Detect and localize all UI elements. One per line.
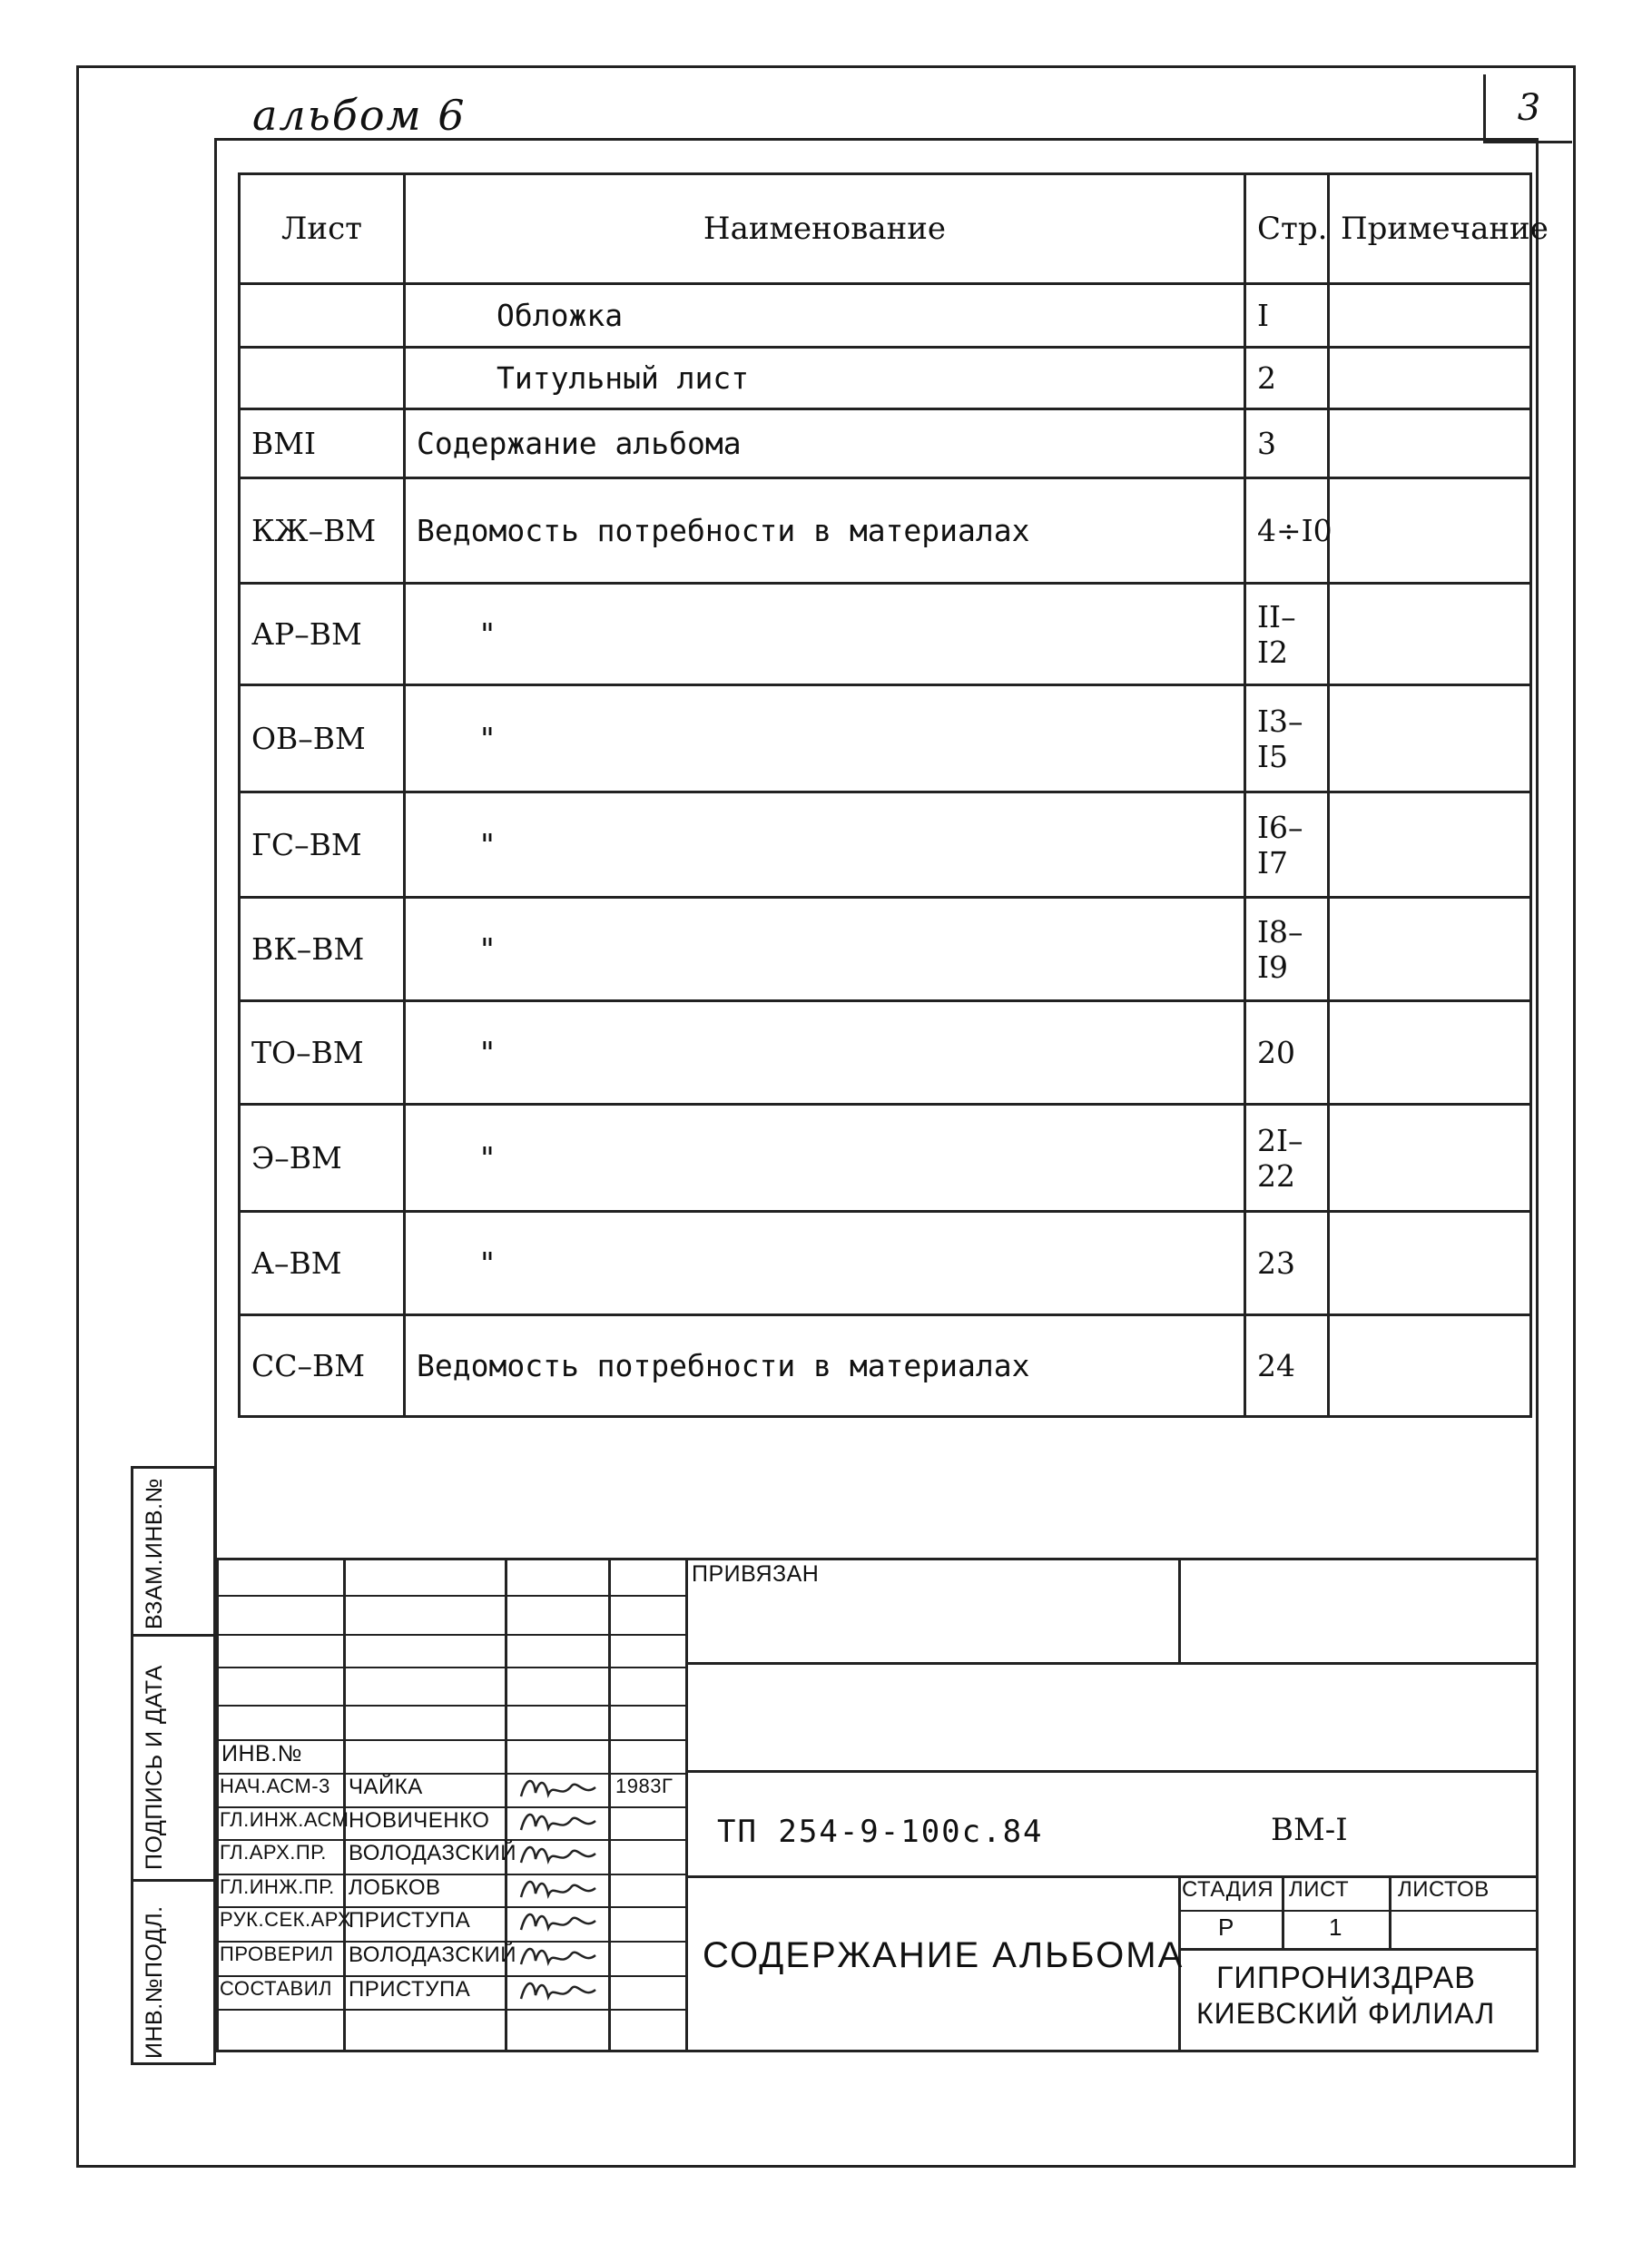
row-name: " [405,1105,1245,1212]
row-note [1329,1315,1531,1417]
row-page: I8–I9 [1245,898,1329,1001]
attached-label: ПРИВЯЗАН [692,1561,820,1587]
page-number: 3 [1483,74,1572,143]
table-row [240,284,1531,348]
row-sheet-code: АР–ВМ [240,584,405,685]
row-note [1329,348,1531,409]
signatory-name: ПРИСТУПА [349,1977,471,2002]
row-name: Содержание альбома [405,409,1245,478]
row-page: 2 [1245,348,1329,409]
sheet-code: ВМ-I [1271,1812,1348,1848]
signatory-name: ВОЛОДАЗСКИЙ [349,1943,517,1967]
album-label: альбом 6 [252,91,467,140]
organization-line1: ГИПРОНИЗДРАВ [1216,1961,1476,1995]
row-note [1329,685,1531,792]
row-name: " [405,685,1245,792]
signatory-name: ЧАЙКА [349,1775,423,1799]
table-row [240,1105,1531,1212]
row-name: " [405,1001,1245,1105]
table-row [240,792,1531,898]
signatory-date: 1983Г [615,1775,674,1797]
row-note [1329,1212,1531,1315]
row-note [1329,898,1531,1001]
table-row [240,1001,1531,1105]
signature-icon [517,1773,599,1804]
table-row [240,478,1531,584]
row-name: Ведомость потребности в материалах [405,478,1245,584]
row-sheet-code: ВК–ВМ [240,898,405,1001]
replaces-label: ВЗАМ.ИНВ.№ [142,1478,167,1629]
table-row [240,409,1531,478]
row-page: 20 [1245,1001,1329,1105]
row-note [1329,792,1531,898]
signatory-role: ГЛ.АРХ.ПР. [220,1841,327,1864]
signature-icon [517,1874,599,1904]
row-note [1329,284,1531,348]
row-name: " [405,898,1245,1001]
col-header-name: Наименование [405,174,1245,284]
stage-value: Р [1218,1914,1234,1941]
row-note [1329,478,1531,584]
col-header-sheet: Лист [240,174,405,284]
inventory-label: ИНВ.№ПОДЛ. [142,1905,167,2059]
row-page: 2I–22 [1245,1105,1329,1212]
row-sheet-code: ОВ–ВМ [240,685,405,792]
row-sheet-code: Э–ВМ [240,1105,405,1212]
sheet-value: 1 [1329,1914,1342,1941]
row-page: I6–I7 [1245,792,1329,898]
row-sheet-code: КЖ–ВМ [240,478,405,584]
signature-icon [517,1975,599,2006]
row-page: II–I2 [1245,584,1329,685]
row-note [1329,409,1531,478]
table-row [240,1212,1531,1315]
row-name: Титульный лист [405,348,1245,409]
signatory-name: ПРИСТУПА [349,1908,471,1933]
row-sheet-code [240,348,405,409]
row-page: 24 [1245,1315,1329,1417]
inventory-number-label: ИНВ.№ [221,1741,302,1766]
signature-date-label: ПОДПИСЬ И ДАТА [142,1665,167,1870]
signatory-name: ВОЛОДАЗСКИЙ [349,1841,517,1865]
row-page: I [1245,284,1329,348]
table-row [240,348,1531,409]
row-name: " [405,584,1245,685]
row-note [1329,1105,1531,1212]
row-name: Обложка [405,284,1245,348]
row-sheet-code [240,284,405,348]
row-page: 23 [1245,1212,1329,1315]
row-sheet-code: СС–ВМ [240,1315,405,1417]
signatory-role: НАЧ.АСМ-3 [220,1775,330,1797]
signatory-name: ЛОБКОВ [349,1875,441,1900]
col-header-note: Примечание [1329,174,1531,284]
row-page: 3 [1245,409,1329,478]
row-page: 4÷I0 [1245,478,1329,584]
row-sheet-code: ТО–ВМ [240,1001,405,1105]
row-page: I3–I5 [1245,685,1329,792]
table-row [240,898,1531,1001]
row-name: " [405,792,1245,898]
row-sheet-code: ГС–ВМ [240,792,405,898]
signature-icon [517,1941,599,1972]
row-sheet-code: ВМI [240,409,405,478]
signatory-role: РУК.СЕК.АРХ [220,1908,352,1931]
row-name: " [405,1212,1245,1315]
doc-title: СОДЕРЖАНИЕ АЛЬБОМА [703,1935,1185,1975]
row-name: Ведомость потребности в материалах [405,1315,1245,1417]
stage-label: СТАДИЯ [1182,1877,1274,1902]
signature-icon [517,1806,599,1837]
signatory-name: НОВИЧЕНКО [349,1808,490,1833]
row-sheet-code: А–ВМ [240,1212,405,1315]
table-row [240,685,1531,792]
signatory-role: СОСТАВИЛ [220,1977,332,2000]
organization-line2: КИЕВСКИЙ ФИЛИАЛ [1196,1997,1496,2030]
table-row [240,1315,1531,1417]
signatory-role: ГЛ.ИНЖ.ПР. [220,1875,335,1898]
contents-table [238,172,1549,1418]
document-code: ТП 254-9-100с.84 [717,1814,1044,1850]
signature-icon [517,1839,599,1870]
row-note [1329,1001,1531,1105]
signatory-role: ГЛ.ИНЖ.АСМ [220,1808,349,1831]
col-header-page: Стр. [1245,174,1329,284]
table-row [240,584,1531,685]
table-header-row [240,174,1531,284]
signatory-role: ПРОВЕРИЛ [220,1943,334,1965]
sheet-label: ЛИСТ [1289,1877,1350,1902]
row-note [1329,584,1531,685]
sheets-label: ЛИСТОВ [1398,1877,1490,1902]
signature-icon [517,1906,599,1937]
